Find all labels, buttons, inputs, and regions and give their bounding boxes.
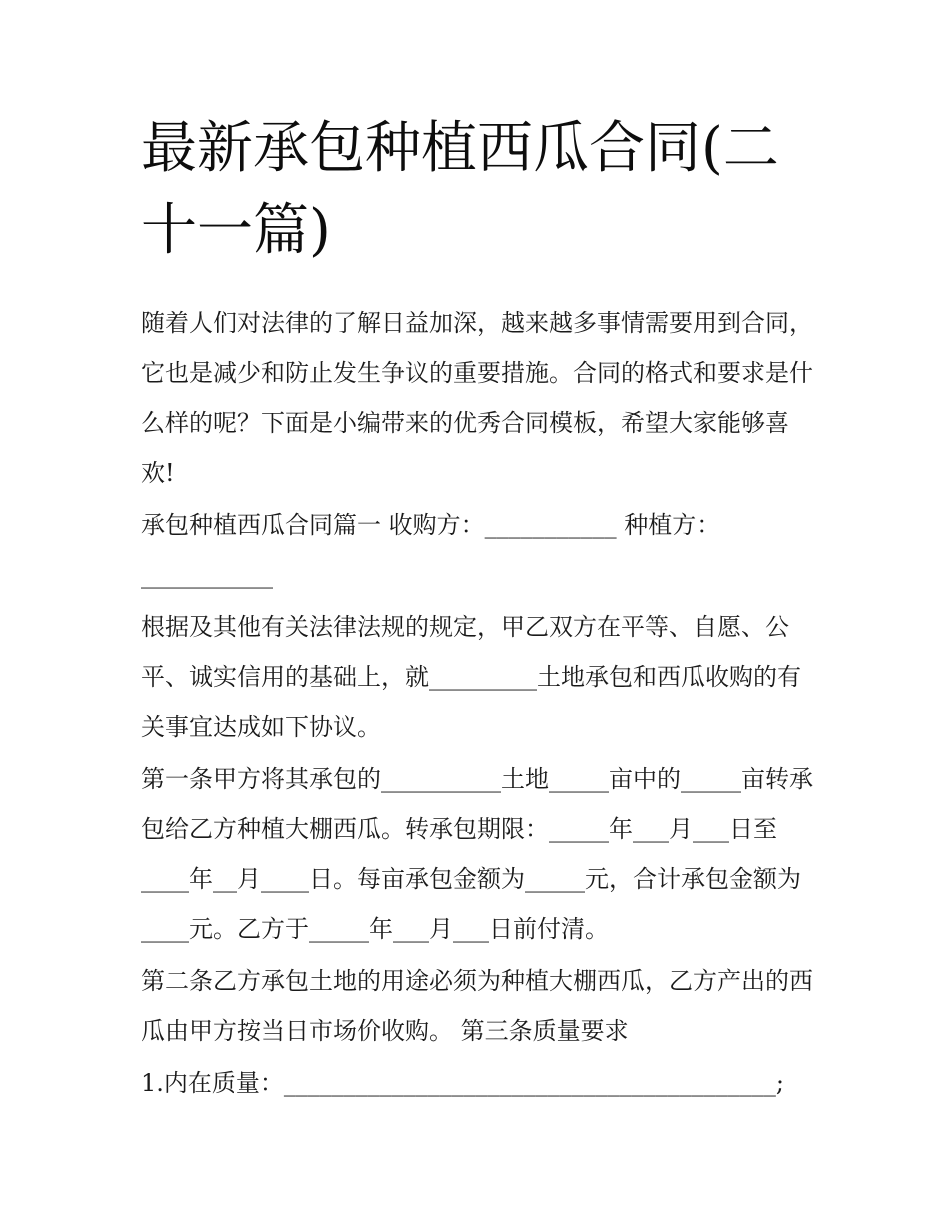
article-one-paragraph: 第一条甲方将其承包的__________土地_____亩中的_____亩转承包给乙方种植大棚西瓜。转承包期限：_____年___月___日至____年__月____日。每亩承包金额为_____元，合计承包金额为____元。乙方于_____年___月___日前付清。 bbox=[141, 765, 813, 943]
document-page bbox=[141, 108, 813, 1108]
quality-item-paragraph: 1.内在质量：_________________________________________; bbox=[141, 1069, 784, 1097]
document-title: 最新承包种植西瓜合同(二十一篇) bbox=[141, 116, 779, 263]
parties-paragraph: 承包种植西瓜合同篇一 收购方：___________ 种植方：___________ bbox=[141, 511, 721, 589]
preamble-paragraph: 根据及其他有关法律法规的规定，甲乙双方在平等、自愿、公平、诚实信用的基础上，就_________土地承包和西瓜收购的有关事宜达成如下协议。 bbox=[141, 613, 801, 741]
intro-paragraph: 随着人们对法律的了解日益加深，越来越多事情需要用到合同，它也是减少和防止发生争议的重要措施。合同的格式和要求是什么样的呢？下面是小编带来的优秀合同模板，希望大家能够喜欢! bbox=[141, 309, 813, 487]
article-two-paragraph: 第二条乙方承包土地的用途必须为种植大棚西瓜，乙方产出的西瓜由甲方按当日市场价收购。 第三条质量要求 bbox=[141, 967, 813, 1045]
